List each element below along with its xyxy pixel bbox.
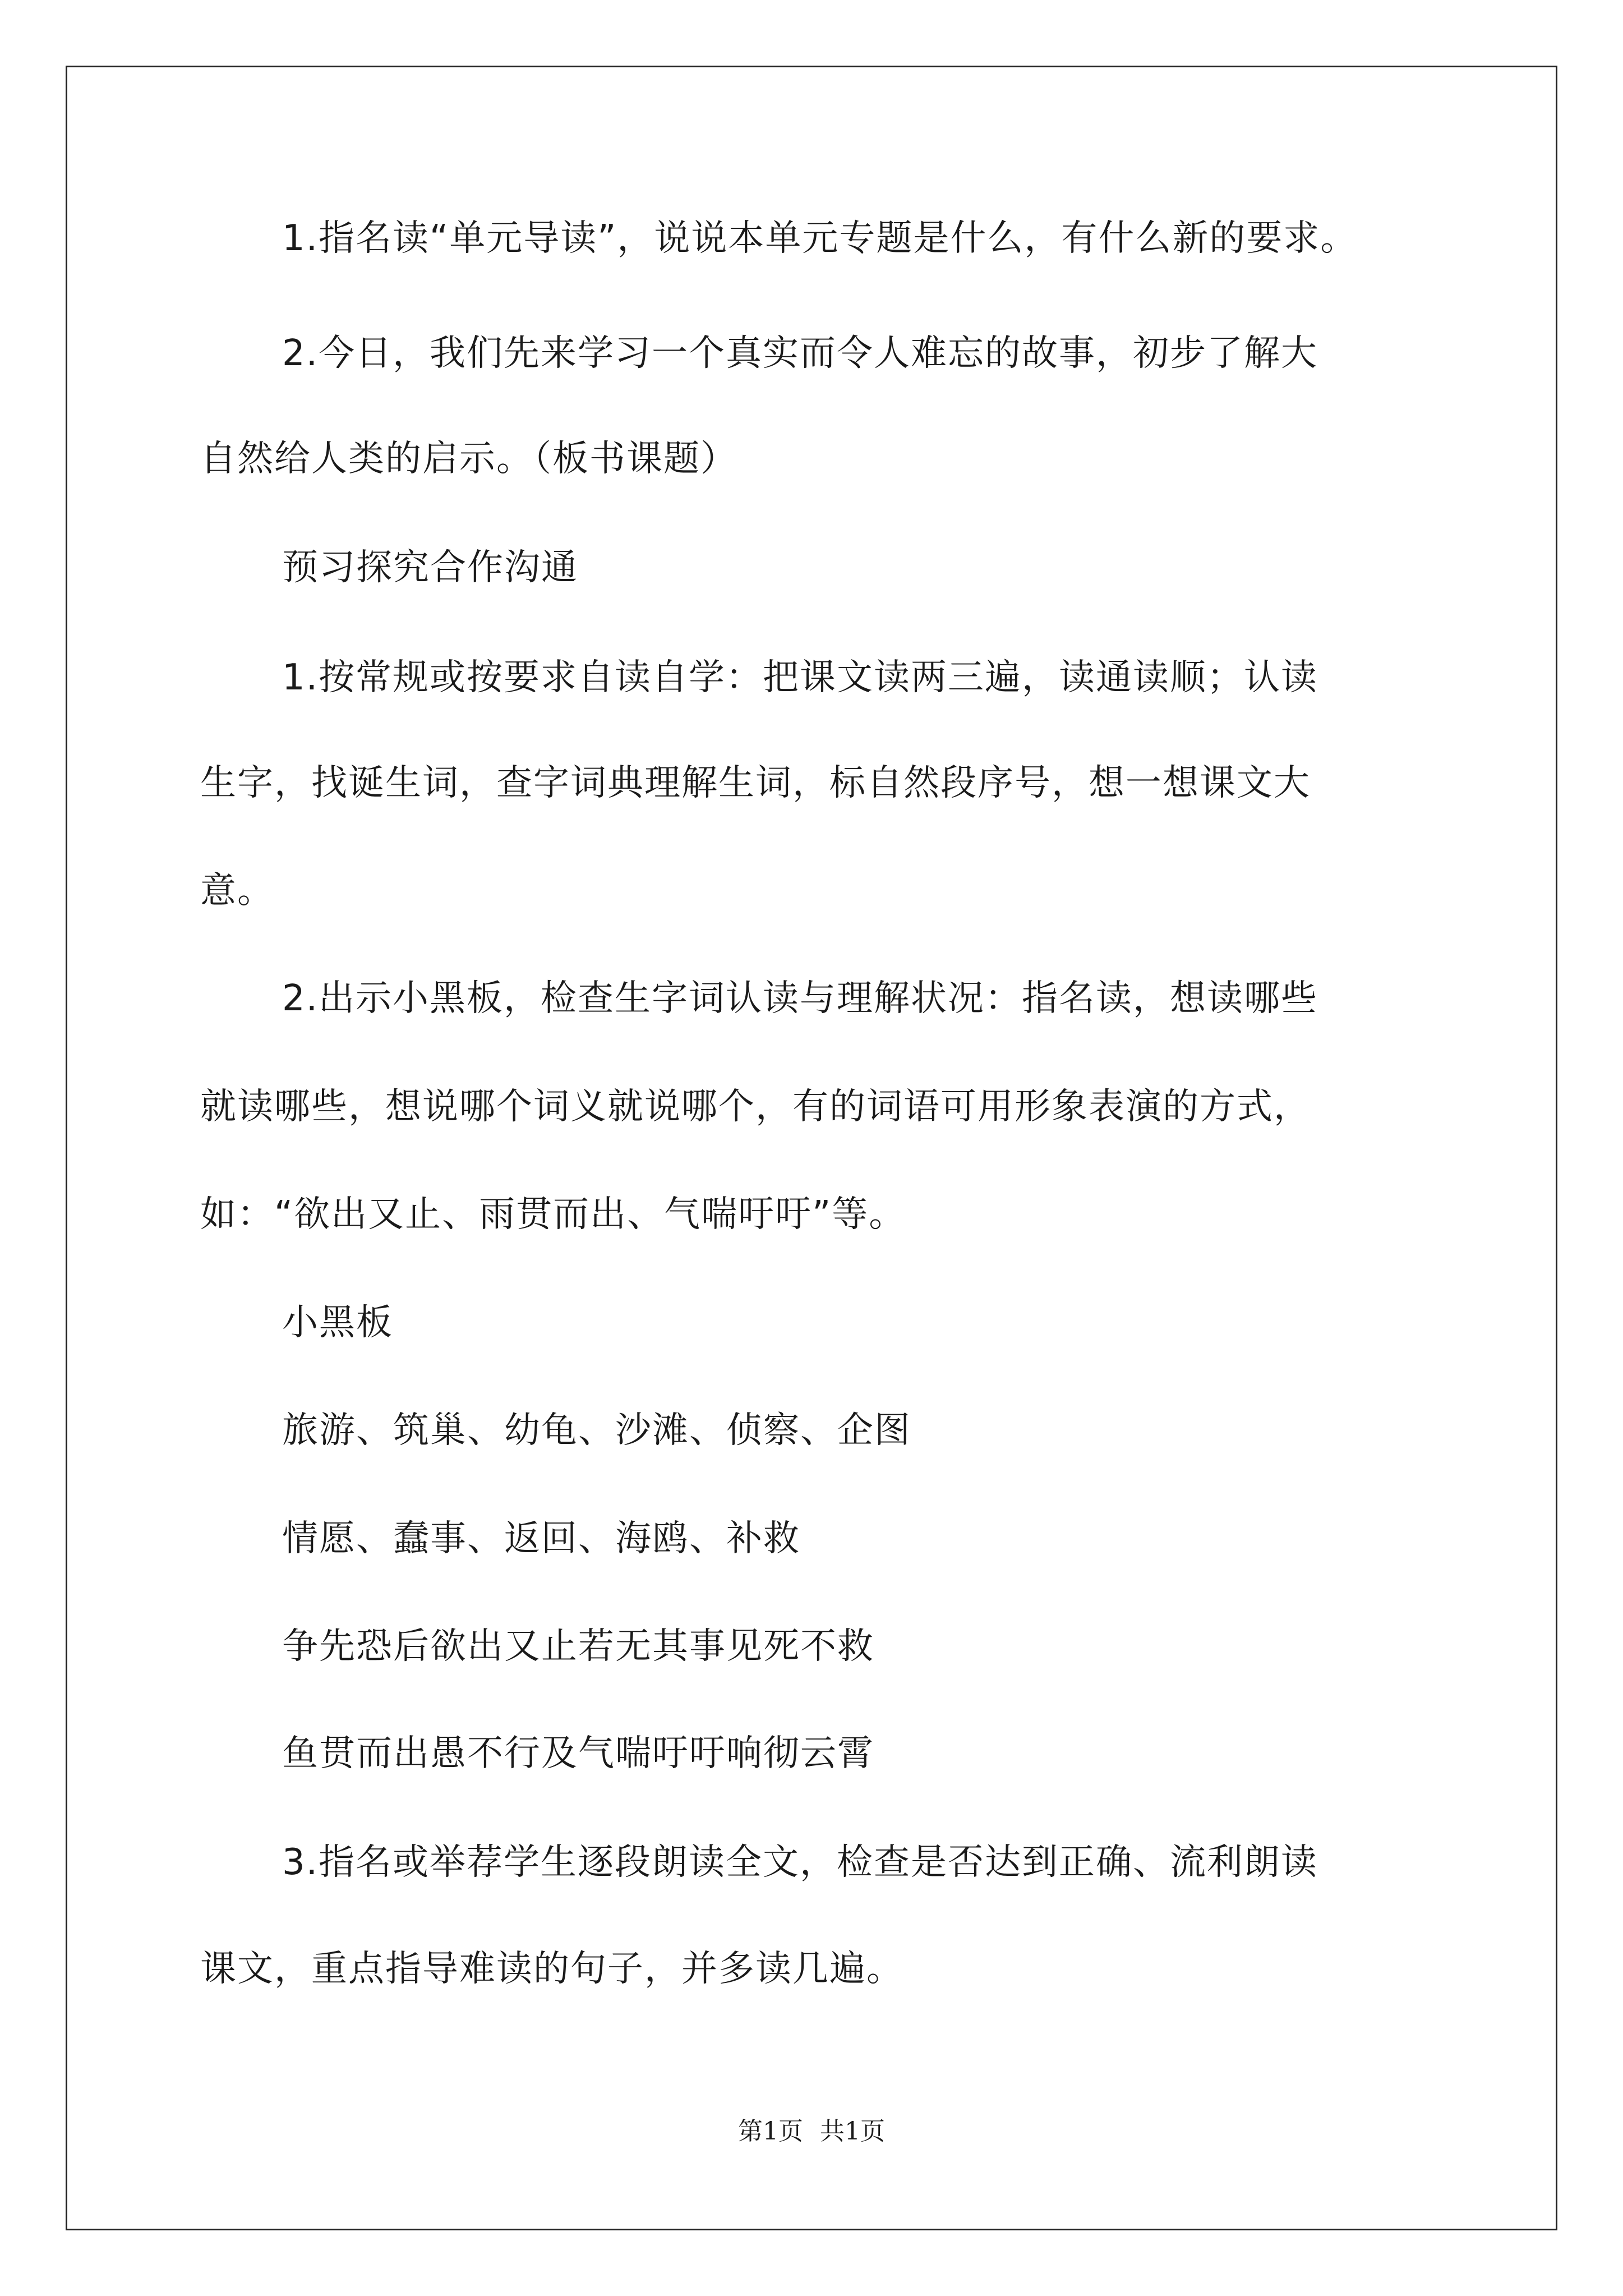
text-line: 意。 — [200, 870, 274, 912]
text-line: 课文，重点指导难读的句子，并多读几遍。 — [200, 1948, 903, 1990]
text-line: 1.指名读“单元导读”，说说本单元专题是什么，有什么新的要求。 — [282, 218, 1358, 259]
page-border — [66, 66, 1557, 2230]
section-heading: 小黑板 — [282, 1302, 393, 1343]
vocab-line: 鱼贯而出愚不行及气喘吁吁响彻云霄 — [282, 1733, 874, 1774]
text-line: 2.出示小黑板，检查生字词认读与理解状况：指名读，想读哪些 — [282, 978, 1318, 1019]
text-line: 自然给人类的启示。（板书课题） — [200, 438, 737, 480]
text-line: 1.按常规或按要求自读自学：把课文读两三遍，读通读顺；认读 — [282, 657, 1318, 698]
text-line: 就读哪些，想说哪个词义就说哪个，有的词语可用形象表演的方式， — [200, 1086, 1311, 1128]
vocab-line: 争先恐后欲出又止若无其事见死不救 — [282, 1626, 874, 1667]
section-heading: 预习探究合作沟通 — [282, 547, 578, 588]
text-line: 生字，找诞生词，查字词典理解生词，标自然段序号，想一想课文大 — [200, 762, 1311, 804]
text-line: 3.指名或举荐学生逐段朗读全文，检查是否达到正确、流利朗读 — [282, 1842, 1318, 1883]
text-line: 2.今日，我们先来学习一个真实而令人难忘的故事，初步了解大 — [282, 333, 1318, 374]
vocab-line: 情愿、蠢事、返回、海鸥、补救 — [282, 1518, 800, 1559]
page-number: 第1页 — [738, 2117, 803, 2146]
page-footer — [0, 2115, 1623, 2148]
page-total: 共1页 — [820, 2117, 885, 2146]
vocab-line: 旅游、筑巢、幼龟、沙滩、侦察、企图 — [282, 1410, 911, 1451]
text-line: 如：“欲出又止、雨贯而出、气喘吁吁”等。 — [200, 1194, 906, 1235]
